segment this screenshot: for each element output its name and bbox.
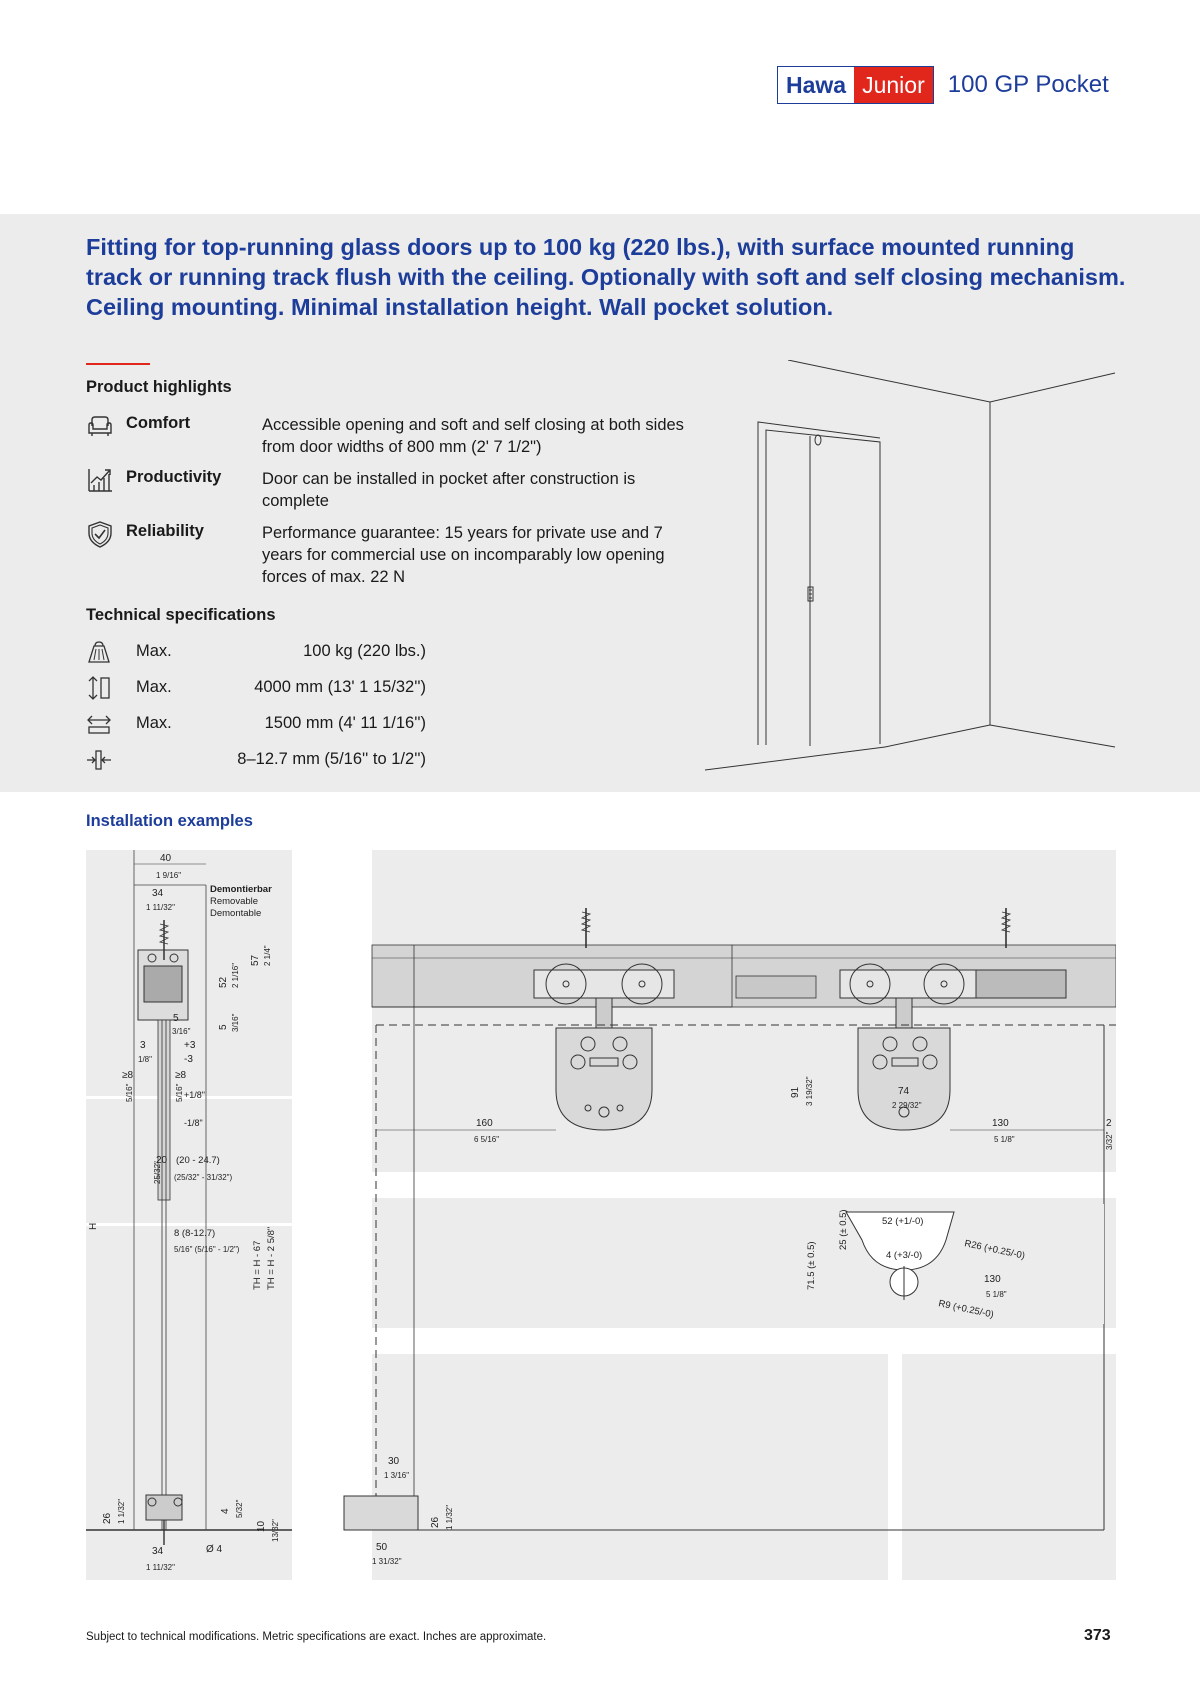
dimension-label: 1 31/32" [372, 1557, 402, 1566]
dimension-label: 57 [250, 954, 261, 966]
door-width-icon [86, 711, 112, 737]
brand-series: Junior [854, 67, 933, 103]
dimension-label: 5/16" [125, 1083, 134, 1102]
dimension-label: 71.5 (± 0.5) [806, 1241, 817, 1290]
page-number: 373 [1084, 1627, 1111, 1644]
spec-weight [86, 639, 426, 665]
dimension-label: 3/16" [172, 1027, 191, 1036]
dimension-label: 34 [152, 1546, 164, 1557]
dimension-label: 74 [898, 1086, 910, 1097]
spec-label: Max. [136, 642, 172, 660]
glass-thickness-icon [86, 747, 112, 773]
dimension-label: -3 [184, 1054, 193, 1065]
dimension-label: 25 (± 0.5) [838, 1209, 849, 1250]
spec-value: 4000 mm (13' 1 15/32'') [254, 678, 426, 696]
spec-value: 100 kg (220 lbs.) [303, 642, 426, 660]
dimension-label: +3 [184, 1040, 196, 1051]
dimension-label: 5 [173, 1013, 179, 1024]
dimension-label: Ø 4 [206, 1544, 223, 1555]
dimension-label: 2 1/4" [263, 945, 272, 966]
dimension-label: 1 11/32" [146, 1563, 175, 1572]
dimension-label: 1 1/32" [117, 1498, 126, 1524]
dimension-label: 1 3/16" [384, 1471, 410, 1480]
installation-title: Installation examples [86, 812, 253, 830]
highlight-comfort [86, 412, 686, 466]
annotation-label: Removable [210, 896, 259, 907]
highlight-description: Door can be installed in pocket after construction is complete [262, 470, 636, 510]
dimension-label: R26 (+0.25/-0) [963, 1238, 1026, 1262]
dimension-label: 10 [256, 1520, 267, 1532]
dimension-label: 52 (+1/-0) [882, 1216, 924, 1227]
spec-value: 8–12.7 mm (5/16'' to 1/2'') [237, 750, 426, 768]
dimension-label: 30 [388, 1456, 400, 1467]
highlight-description: Performance guarantee: 15 years for private use and 7 years for commercial use on incomparably low opening forces of max. 22 N [262, 524, 665, 586]
dimension-label: 3/32" [1105, 1131, 1114, 1150]
highlight-label: Comfort [126, 414, 191, 432]
section-drawing [86, 850, 292, 1580]
dimension-label: 5 1/8" [994, 1135, 1015, 1144]
dimension-label: 26 [102, 1512, 113, 1524]
dimension-label: 3 19/32" [805, 1076, 814, 1106]
spec-label: Max. [136, 714, 172, 732]
dimension-label: 4 [220, 1508, 231, 1514]
specs-title: Technical specifications [86, 606, 276, 624]
highlight-label: Productivity [126, 468, 222, 486]
dimension-label: 3 [140, 1040, 146, 1051]
annotation-label: Demontierbar [210, 884, 272, 895]
dimension-label: +1/8" [184, 1090, 205, 1100]
product-name: 100 GP Pocket [947, 71, 1109, 98]
spec-label: Max. [136, 678, 172, 696]
dimension-label: ≥8 [175, 1070, 187, 1081]
dimension-label: 2 29/32" [892, 1101, 922, 1110]
accent-rule [86, 363, 150, 365]
dimension-label: 50 [376, 1542, 388, 1553]
dimension-label: 40 [160, 853, 172, 864]
spec-glass-thickness [86, 747, 426, 773]
dimension-label: 5 1/8" [986, 1290, 1007, 1299]
dimension-label: (20 - 24.7) [176, 1155, 220, 1166]
dimension-label: TH = H - 67 [252, 1240, 263, 1290]
track-drawing-soft-close [732, 850, 1116, 1580]
dimension-label: 4 (+3/-0) [886, 1250, 923, 1261]
dimension-label: 8 (8-12.7) [174, 1228, 216, 1239]
highlight-reliability [86, 520, 686, 586]
dimension-label: 6 5/16" [474, 1135, 500, 1144]
dimension-label: -1/8" [184, 1118, 203, 1128]
annotation-label: Demontable [210, 908, 262, 919]
dimension-label: 13/32" [271, 1519, 280, 1542]
dimension-label: 52 [218, 976, 229, 988]
track-drawing-standard [344, 850, 746, 1580]
armchair-icon [86, 412, 114, 440]
footer-disclaimer: Subject to technical modifications. Metric specifications are exact. Inches are approximate. [86, 1631, 547, 1643]
dimension-label: 91 [790, 1086, 801, 1098]
dimension-label: 1 9/16" [156, 871, 182, 880]
dimension-label: 130 [992, 1118, 1009, 1129]
dimension-label: ≥8 [122, 1070, 134, 1081]
dimension-label: 2 1/16" [231, 962, 240, 988]
dimension-label: 130 [984, 1274, 1001, 1285]
pocket-door-illustration [700, 360, 1120, 780]
door-height-icon [86, 675, 112, 701]
brand-logo [777, 66, 934, 104]
dimension-label: H [88, 1222, 99, 1230]
spec-value: 1500 mm (4' 11 1/16'') [264, 714, 426, 732]
dimension-label: 1 1/32" [445, 1504, 454, 1530]
highlight-description: Accessible opening and soft and self closing at both sides from door widths of 800 mm (2' 7 1/2") [262, 416, 684, 456]
dimension-label: 3/16" [231, 1013, 240, 1032]
spec-height [86, 675, 426, 701]
dimension-label: R9 (+0.25/-0) [937, 1298, 995, 1321]
chart-growth-icon [86, 466, 114, 494]
highlight-productivity [86, 466, 686, 520]
dimension-label: 25/32" [153, 1161, 162, 1184]
brand-name: Hawa [778, 67, 854, 103]
dimension-label: 2 [1106, 1118, 1112, 1129]
dimension-label: 34 [152, 888, 164, 899]
dimension-label: 5/16" (5/16" - 1/2") [174, 1245, 240, 1254]
dimension-label: 1/8" [138, 1055, 152, 1064]
dimension-label: 160 [476, 1118, 493, 1129]
dimension-label: TH = H - 2 5/8" [266, 1226, 277, 1290]
shield-check-icon [86, 520, 114, 548]
weight-icon [86, 639, 112, 665]
dimension-label: 5 [218, 1024, 229, 1030]
spec-width [86, 711, 426, 737]
installation-drawings [86, 850, 1116, 1580]
brand-header [777, 66, 1109, 104]
dimension-label: 26 [430, 1516, 441, 1528]
dimension-label: 20 [156, 1155, 168, 1166]
dimension-label: (25/32" - 31/32") [174, 1173, 233, 1182]
highlight-label: Reliability [126, 522, 204, 540]
highlights-title: Product highlights [86, 378, 232, 396]
dimension-label: 1 11/32" [146, 903, 175, 912]
dimension-label: 5/16" [175, 1083, 184, 1102]
page-headline: Fitting for top-running glass doors up to 100 kg (220 lbs.), with surface mounted running track or running track flush with the ceiling. Optionally with soft and self closing mechanism. Ceiling mounting. Minimal installation height. Wall pocket solution. [86, 234, 1126, 320]
dimension-label: 5/32" [235, 1499, 244, 1518]
